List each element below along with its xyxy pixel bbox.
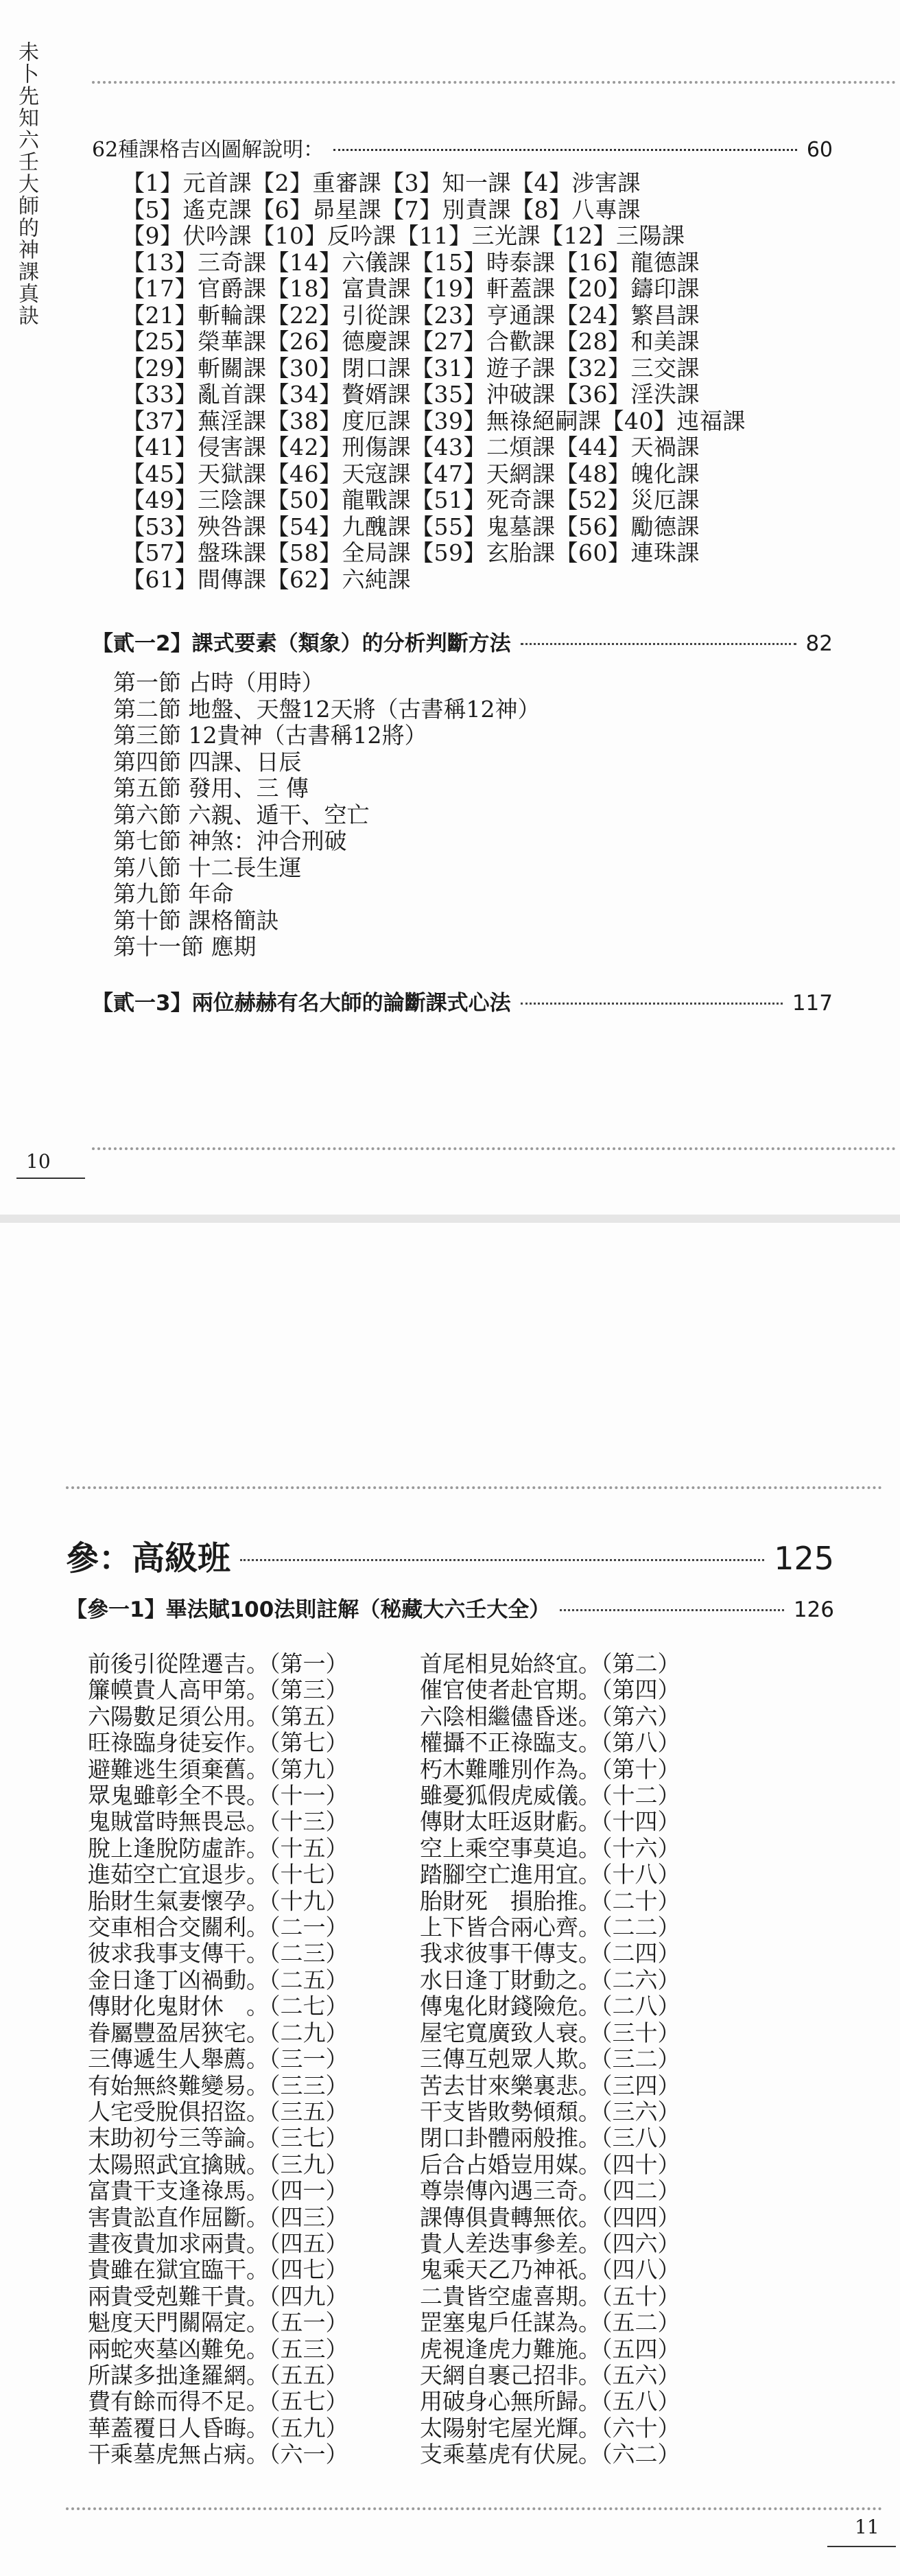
verse-item: 太陽射宅屋光輝。（六十） [420,2414,680,2442]
verse-item: 上下皆合兩心齊。（二二） [420,1914,680,1941]
verse-item: 進茹空亡宜退步。（十七） [88,1861,348,1888]
section-item: 第十一節 應期 [113,933,257,960]
verse-item: 傳鬼化財錢險危。（二八） [420,1993,680,2020]
verse-item: 兩貴受剋難干貴。（四九） [88,2282,348,2310]
page-number-rule [827,2546,896,2547]
verse-item: 末助初兮三等論。（三七） [88,2124,348,2152]
verse-item: 魁度天門關隔定。（五一） [88,2309,348,2337]
toc-entry-section-2-2[interactable] [92,626,833,657]
lesson-row: 【21】斬輪課【22】引從課【23】亨通課【24】繁昌課 [122,301,700,329]
toc-entry-label: 【參一1】畢法賦100法則註解（秘藏大六壬大全） [66,1597,551,1622]
verse-item: 晝夜貴加求兩貴。（四五） [88,2229,348,2257]
lesson-row: 【53】殃咎課【54】九醜課【55】鬼墓課【56】勵德課 [122,513,700,540]
section-item: 第一節 占時（用時） [113,669,324,696]
dot-leader [560,1609,784,1611]
lesson-row: 【49】三陰課【50】龍戰課【51】死奇課【52】災厄課 [122,487,700,513]
verse-item: 我求彼事干傳支。（二四） [420,1940,680,1967]
verse-item: 催官使者赴官期。（第四） [420,1676,680,1704]
page-number-rule [16,1178,85,1179]
verse-item: 二貴皆空虛喜期。（五十） [420,2282,680,2310]
verse-item: 干支皆敗勢傾頹。（三六） [420,2098,680,2125]
verse-item: 兩蛇夾墓凶難免。（五三） [88,2335,348,2363]
verse-item: 金日逢丁凶禍動。（二五） [88,1966,348,1993]
verse-item: 干乘墓虎無占病。（六一） [88,2441,348,2468]
section-item: 第九節 年命 [113,880,234,907]
verses-right-column [420,1651,680,2468]
verse-item: 彼求我事支傳干。（二三） [88,1940,348,1967]
verse-item: 簾幙貴人高甲第。（第三） [88,1676,348,1704]
verse-item: 閉口卦體兩般推。（三八） [420,2124,680,2152]
lesson-row: 【57】盤珠課【58】全局課【59】玄胎課【60】連珠課 [122,539,700,566]
verse-item: 后合占婚豈用媒。（四十） [420,2151,680,2178]
toc-entry-62-lessons[interactable] [92,132,833,163]
verse-item: 鬼乘天乙乃神祇。（四八） [420,2256,680,2284]
section-item: 第十節 課格簡訣 [113,906,279,934]
lesson-row: 【33】亂首課【34】贅婿課【35】沖破課【36】淫泆課 [122,381,700,408]
chapter-title: 參：高級班 [66,1539,231,1578]
toc-entry-page: 60 [806,138,833,162]
lesson-row: 【25】榮華課【26】德慶課【27】合歡課【28】和美課 [122,328,700,355]
toc-entry-label: 【貳一2】課式要素（類象）的分析判斷方法 [92,631,511,656]
verse-item: 雖憂狐假虎威儀。（十二） [420,1782,680,1810]
bottom-dotted-rule [92,1147,896,1150]
verse-item: 用破身心無所歸。（五八） [420,2388,680,2415]
bottom-dotted-rule [66,2507,882,2510]
running-title: 未卜先知六壬大師的神課真訣 [14,41,38,327]
lesson-row: 【13】三奇課【14】六儀課【15】時泰課【16】龍德課 [122,248,700,276]
verse-item: 富貴干支逢祿馬。（四一） [88,2177,348,2205]
section-item: 第二節 地盤、天盤12天將（古書稱12神） [113,695,541,723]
verse-item: 首尾相見始終宜。（第二） [420,1650,680,1677]
section-item: 第六節 六親、遁干、空亡 [113,801,370,828]
verse-item: 華蓋覆日人昏晦。（五九） [88,2414,348,2442]
verse-item: 旺祿臨身徒妄作。（第七） [88,1729,348,1757]
verse-item: 胎財死 損胎推。（二十） [420,1887,680,1915]
verse-item: 天網自裹己招非。（五六） [420,2361,680,2389]
toc-entry-section-3-1[interactable] [66,1592,834,1623]
verse-item: 傳財化鬼財休 。（二七） [88,1993,348,2020]
verses-left-column [88,1651,348,2468]
verse-item: 害貴訟直作屈斷。（四三） [88,2203,348,2231]
verse-item: 水日逢丁財動之。（二六） [420,1966,680,1993]
verse-item: 鬼賊當時無畏忌。（十三） [88,1808,348,1836]
verse-item: 六陰相繼儘昏迷。（第六） [420,1702,680,1730]
verse-item: 眷屬豐盈居狹宅。（二九） [88,2019,348,2046]
toc-entry-label: 【貳一3】兩位赫赫有名大師的論斷課式心法 [92,991,511,1016]
lesson-row: 【37】蕪淫課【38】度厄課【39】無祿絕嗣課【40】迍福課 [122,407,746,434]
verse-item: 支乘墓虎有伏屍。（六二） [420,2441,680,2468]
dot-leader [240,1559,764,1561]
verse-item: 脫上逢脫防虛詐。（十五） [88,1834,348,1862]
toc-entry-page: 126 [793,1597,834,1622]
verse-item: 朽木難雕別作為。（第十） [420,1755,680,1783]
lesson-list-62 [122,170,746,593]
verse-item: 尊崇傳內遇三奇。（四二） [420,2177,680,2205]
dot-leader [521,1003,783,1005]
verse-item: 避難逃生須棄舊。（第九） [88,1755,348,1783]
lesson-row: 【41】侵害課【42】刑傷課【43】二煩課【44】天禍課 [122,434,700,460]
lesson-row: 【1】元首課【2】重審課【3】知一課【4】涉害課 [122,169,641,196]
verse-item: 傳財太旺返財虧。（十四） [420,1808,680,1836]
lesson-row: 【17】官爵課【18】富貴課【19】軒蓋課【20】鑄印課 [122,275,700,302]
verse-item: 人宅受脫俱招盜。（三五） [88,2098,348,2125]
verse-item: 前後引從陞遷吉。（第一） [88,1650,348,1677]
verse-item: 貴雖在獄宜臨干。（四七） [88,2256,348,2284]
top-dotted-rule [66,1486,882,1489]
verse-item: 費有餘而得不足。（五七） [88,2388,348,2415]
verse-item: 三傳互剋眾人欺。（三二） [420,2046,680,2073]
verse-item: 太陽照武宜擒賊。（三九） [88,2151,348,2178]
toc-entry-page: 117 [792,991,833,1016]
section-item: 第三節 12貴神（古書稱12將） [113,722,427,749]
lesson-row: 【9】伏吟課【10】反吟課【11】三光課【12】三陽課 [122,222,685,249]
section-item: 第八節 十二長生運 [113,854,302,881]
chapter-page: 125 [774,1540,834,1577]
page-10 [0,0,900,1223]
section-item: 第五節 發用、三 傳 [113,775,309,801]
toc-entry-page: 82 [805,631,833,656]
verse-item: 貴人差迭事參差。（四六） [420,2229,680,2257]
lesson-row: 【29】斬關課【30】閉口課【31】遊子課【32】三交課 [122,354,700,382]
section-item: 第四節 四課、日辰 [113,748,302,775]
verse-item: 胎財生氣妻懷孕。（十九） [88,1887,348,1915]
verse-item: 權攝不正祿臨支。（第八） [420,1729,680,1757]
toc-entry-section-2-3[interactable] [92,985,833,1016]
verse-item: 交車相合交關利。（二一） [88,1914,348,1941]
verse-item: 虎視逢虎力難施。（五四） [420,2335,680,2363]
page-number: 10 [26,1150,51,1173]
verse-item: 空上乘空事莫追。（十六） [420,1834,680,1862]
page-number: 11 [855,2516,879,2538]
section-list [113,670,540,961]
dot-leader [333,149,797,151]
verse-item: 六陽數足須公用。（第五） [88,1702,348,1730]
page-11 [0,1223,900,2576]
verse-item: 踏腳空亡進用宜。（十八） [420,1861,680,1888]
section-item: 第七節 神煞：沖合刑破 [113,828,347,854]
verse-item: 三傳遞生人舉薦。（三一） [88,2046,348,2073]
lesson-row: 【5】遙克課【6】昴星課【7】別責課【8】八專課 [122,196,641,223]
verse-item: 罡塞鬼戶任謀為。（五二） [420,2309,680,2337]
verse-item: 屋宅寬廣致人衰。（三十） [420,2019,680,2046]
verse-item: 有始無終難變易。（三三） [88,2072,348,2099]
verse-item: 課傳俱貴轉無依。（四四） [420,2203,680,2231]
top-dotted-rule [92,81,896,84]
verse-item: 苦去甘來樂裏悲。（三四） [420,2072,680,2099]
toc-chapter-3[interactable] [66,1532,834,1579]
verse-item: 眾鬼雖彰全不畏。（十一） [88,1782,348,1810]
lesson-row: 【61】間傳課【62】六純課 [122,565,411,593]
toc-entry-label: 62種課格吉凶圖解說明： [92,138,324,162]
lesson-row: 【45】天獄課【46】天寇課【47】天網課【48】魄化課 [122,460,700,487]
dot-leader [521,643,796,645]
verse-item: 所謀多拙逢羅網。（五五） [88,2361,348,2389]
